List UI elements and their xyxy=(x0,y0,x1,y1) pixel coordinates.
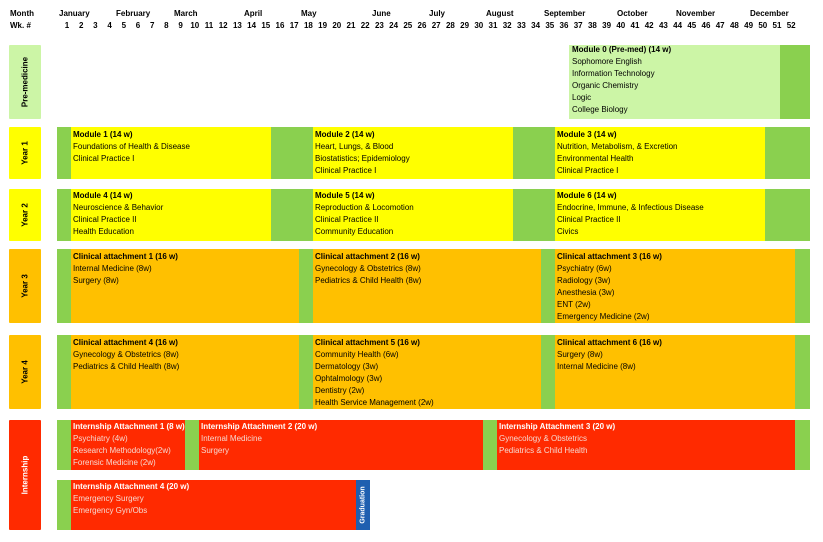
y4-clinical5-text: Clinical attachment 5 (16 w) Community Health (6w) Dermatology (3w) Ophtalmology (3w) Dentistry (2w) Health Service Management (2w) xyxy=(315,338,434,407)
week-number: 21 xyxy=(346,21,356,30)
intern-attachment1-text: Internship Attachment 1 (8 w) Psychiatry (4w) Research Methodology(2w) Forensic Medicine (2w) xyxy=(73,422,185,467)
y4-clinical4-text: Clinical attachment 4 (16 w) Gynecology & Obstetrics (8w) Pediatrics & Child Health (8w) xyxy=(73,338,180,371)
week-number: 20 xyxy=(332,21,342,30)
row-label-year3: Year 3 xyxy=(9,249,41,323)
month-label: March xyxy=(174,9,198,18)
month-label: October xyxy=(617,9,648,18)
week-number: 37 xyxy=(573,21,583,30)
month-label: February xyxy=(116,9,151,18)
week-number: 9 xyxy=(178,21,183,30)
week-number: 31 xyxy=(488,21,498,30)
week-number: 27 xyxy=(431,21,441,30)
premed-break-block xyxy=(780,45,810,119)
week-number: 33 xyxy=(516,21,526,30)
row-label-year4: Year 4 xyxy=(9,335,41,409)
week-number: 8 xyxy=(164,21,169,30)
graduation-label: Graduation xyxy=(359,486,367,524)
y1-break-block xyxy=(513,127,555,179)
y3-clinical2-text: Clinical attachment 2 (16 w) Gynecology & Obstetrics (8w) Pediatrics & Child Health (8w) xyxy=(315,252,422,285)
intern-break-block xyxy=(185,420,199,470)
week-number: 23 xyxy=(374,21,384,30)
week-header-label: Wk. # xyxy=(10,21,31,30)
week-number: 3 xyxy=(93,21,98,30)
intern-attachment4-text: Internship Attachment 4 (20 w) Emergency Surgery Emergency Gyn/Obs xyxy=(73,482,190,515)
week-number: 42 xyxy=(644,21,654,30)
y2-break-block xyxy=(765,189,810,241)
week-number: 49 xyxy=(744,21,754,30)
premed-module-text: Module 0 (Pre-med) (14 w) Sophomore English Information Technology Organic Chemistry Logic College Biology xyxy=(572,45,672,114)
week-number: 35 xyxy=(545,21,555,30)
y1-module3-text: Module 3 (14 w) Nutrition, Metabolism, & Excretion Environmental Health Clinical Practice I xyxy=(557,130,678,175)
y2-break-block xyxy=(57,189,71,241)
intern-attachment3-text: Internship Attachment 3 (20 w) Gynecology & Obstetrics Pediatrics & Child Health xyxy=(499,422,616,455)
month-header-label: Month xyxy=(10,9,34,18)
row-label-internship: Internship xyxy=(9,420,41,530)
y3-clinical1-text: Clinical attachment 1 (16 w) Internal Medicine (8w) Surgery (8w) xyxy=(73,252,178,285)
row-label-year1: Year 1 xyxy=(9,127,41,179)
week-number: 7 xyxy=(149,21,155,30)
week-number: 29 xyxy=(460,21,470,30)
y3-clinical3-text: Clinical attachment 3 (16 w) Psychiatry (6w) Radiology (3w) Anesthesia (3w) ENT (2w) Emergency Medicine (2w) xyxy=(557,252,662,321)
week-number: 10 xyxy=(190,21,200,30)
month-label: January xyxy=(59,9,90,18)
month-label: September xyxy=(544,9,586,18)
month-label: May xyxy=(301,9,317,18)
week-number: 16 xyxy=(275,21,285,30)
y4-clinical6-text: Clinical attachment 6 (16 w) Surgery (8w) Internal Medicine (8w) xyxy=(557,338,662,371)
week-number: 40 xyxy=(616,21,626,30)
week-number: 32 xyxy=(502,21,512,30)
week-number: 34 xyxy=(531,21,541,30)
month-label: June xyxy=(372,9,391,18)
y2-module4-text: Module 4 (14 w) Neuroscience & Behavior Clinical Practice II Health Education xyxy=(73,191,164,236)
week-number: 22 xyxy=(360,21,370,30)
y3-break-block xyxy=(57,249,71,323)
week-number: 2 xyxy=(78,21,84,30)
week-number: 45 xyxy=(687,21,697,30)
week-number: 13 xyxy=(232,21,242,30)
month-label: July xyxy=(429,9,446,18)
intern-break-block xyxy=(483,420,497,470)
y4-break-block xyxy=(541,335,555,409)
week-number: 26 xyxy=(417,21,427,30)
intern-break-block xyxy=(57,480,71,530)
week-number: 28 xyxy=(445,21,455,30)
row-label-premedicine: Pre-medicine xyxy=(9,45,41,119)
y2-break-block xyxy=(271,189,313,241)
week-number: 44 xyxy=(673,21,683,30)
week-number: 14 xyxy=(247,21,257,30)
week-number: 30 xyxy=(474,21,484,30)
week-number: 46 xyxy=(701,21,711,30)
week-number: 17 xyxy=(289,21,299,30)
week-number: 18 xyxy=(303,21,313,30)
y2-module6-text: Module 6 (14 w) Endocrine, Immune, & Infectious Disease Clinical Practice II Civics xyxy=(557,191,704,236)
y3-break-block xyxy=(299,249,313,323)
week-number: 12 xyxy=(218,21,228,30)
week-number: 43 xyxy=(658,21,668,30)
week-number: 51 xyxy=(772,21,782,30)
month-label: November xyxy=(676,9,716,18)
week-number: 47 xyxy=(715,21,725,30)
week-number: 48 xyxy=(729,21,739,30)
y1-break-block xyxy=(57,127,71,179)
week-number: 11 xyxy=(204,21,214,30)
week-number: 39 xyxy=(602,21,612,30)
y2-break-block xyxy=(513,189,555,241)
week-number: 6 xyxy=(135,21,141,30)
row-label-year2: Year 2 xyxy=(9,189,41,241)
week-number: 5 xyxy=(121,21,127,30)
week-number: 41 xyxy=(630,21,640,30)
y1-module1-text: Module 1 (14 w) Foundations of Health & Disease Clinical Practice I xyxy=(73,130,190,163)
week-number: 4 xyxy=(107,21,112,30)
y1-break-block xyxy=(271,127,313,179)
week-number: 52 xyxy=(786,21,796,30)
week-number: 19 xyxy=(318,21,328,30)
y4-break-block xyxy=(57,335,71,409)
month-label: December xyxy=(750,9,789,18)
intern-break-block xyxy=(795,420,810,470)
y1-break-block xyxy=(765,127,810,179)
month-label: August xyxy=(486,9,514,18)
week-number: 36 xyxy=(559,21,569,30)
y2-module5-text: Module 5 (14 w) Reproduction & Locomotion Clinical Practice II Community Education xyxy=(315,191,414,236)
month-label: April xyxy=(244,9,263,18)
week-number: 1 xyxy=(64,21,70,30)
y4-break-block xyxy=(795,335,810,409)
graduation-block xyxy=(356,480,370,530)
week-number: 25 xyxy=(403,21,413,30)
y4-break-block xyxy=(299,335,313,409)
y3-break-block xyxy=(541,249,555,323)
intern-break-block xyxy=(57,420,71,470)
y1-module2-text: Module 2 (14 w) Heart, Lungs, & Blood Biostatistics; Epidemiology Clinical Practice I xyxy=(315,130,410,175)
intern-attachment2-text: Internship Attachment 2 (20 w) Internal Medicine Surgery xyxy=(201,422,318,455)
week-number: 15 xyxy=(261,21,271,30)
y3-break-block xyxy=(795,249,810,323)
week-number: 50 xyxy=(758,21,768,30)
week-number: 24 xyxy=(389,21,399,30)
week-number: 38 xyxy=(587,21,597,30)
